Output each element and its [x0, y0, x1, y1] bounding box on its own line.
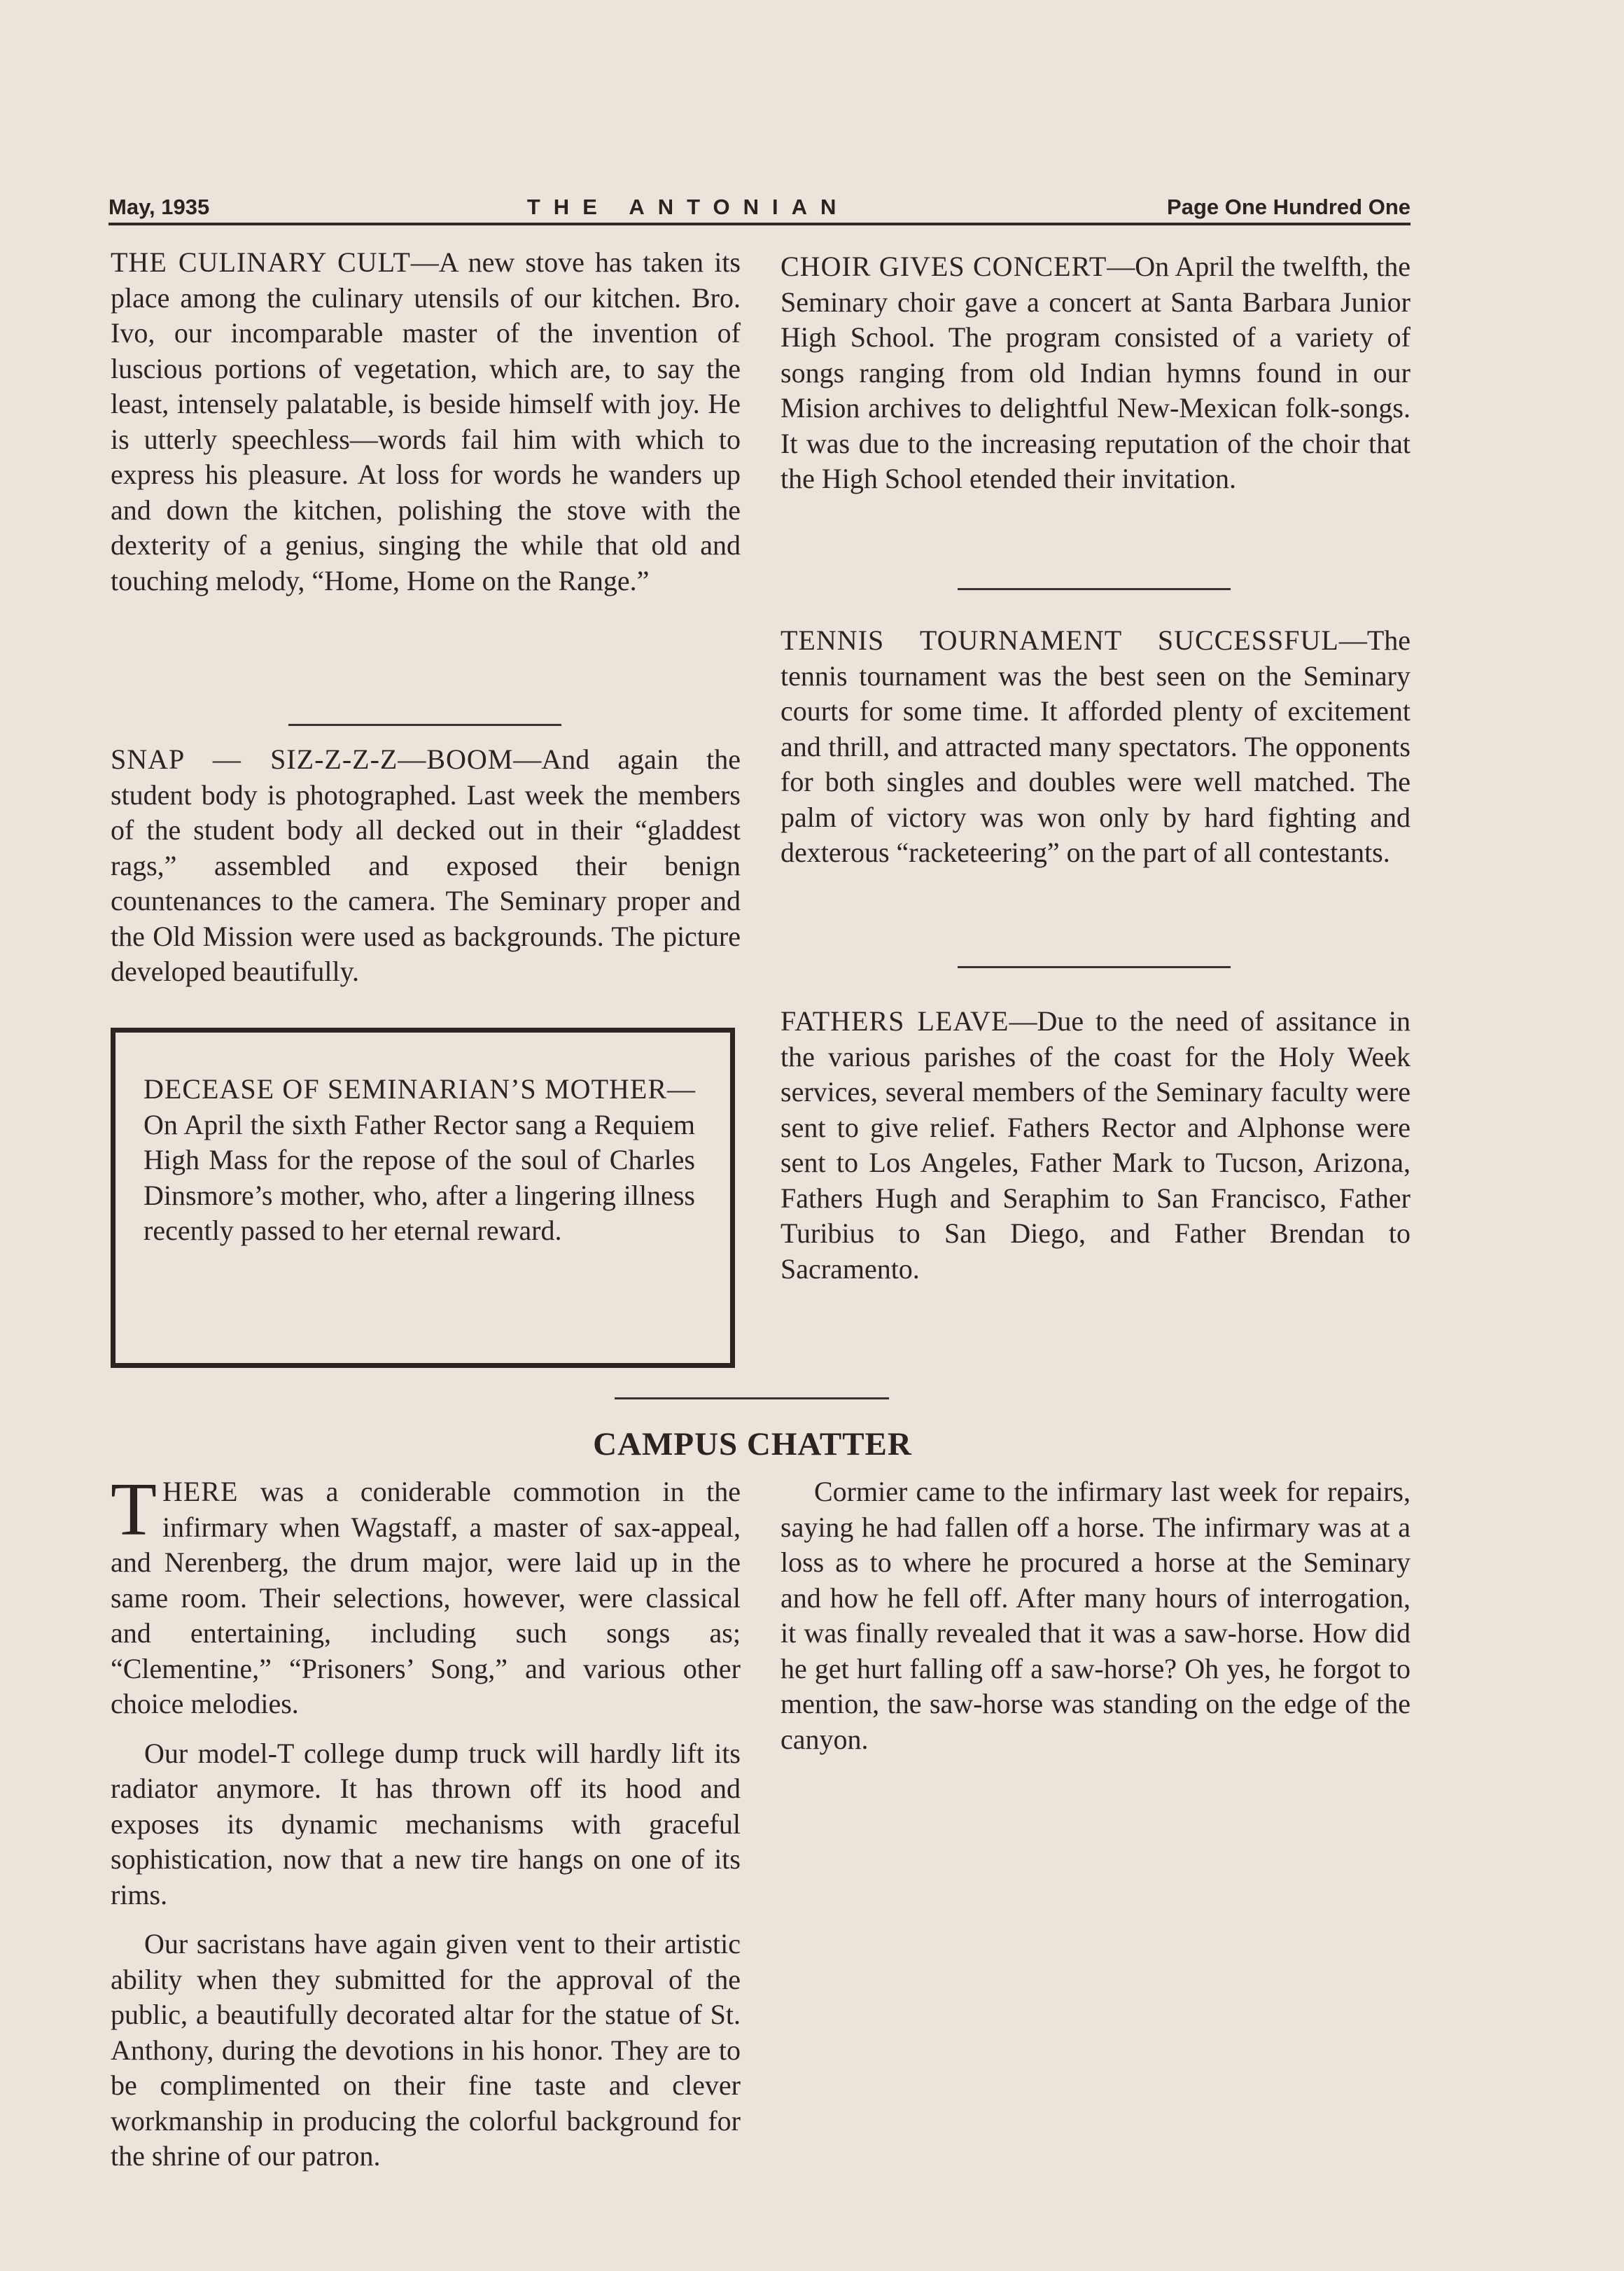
article-fathers-leave [780, 1004, 1410, 1287]
article-body: —A new stove has taken its place among the culinary utensils of our kitchen. Bro. Ivo, our incomparable master of the invention of luscious portions of vegetation, which are, to say the least, intensely palatable, is beside himself with joy. He is utterly speechless—words fail him with which to express his pleasure. At loss for words he wanders up and down the kitchen, polishing the stove with the dexterity of a genius, singing the while that old and touching melody, “Home, Home on the Range.” [111, 246, 741, 596]
chatter-left-column [111, 1468, 741, 2174]
article-body: —On April the sixth Father Rector sang a Requiem High Mass for the repose of the soul of Charles Dinsmore’s mother, who, after a lingering illness recently passed to her eternal reward. [144, 1073, 695, 1246]
chatter-paragraph: Cormier came to the infirmary last week for repairs, saying he had fallen off a horse. The infirmary was at a loss as to where he procured a horse at the Seminary and how he fell off. After many hours of interrogation, it was finally revealed that it was a saw-horse. How did he get hurt falling off a saw-horse? Oh yes, he forgot to mention, the saw-horse was standing on the edge of the canyon. [780, 1476, 1410, 1755]
section-title: CAMPUS CHATTER [593, 1426, 912, 1462]
chatter-paragraph: was a coniderable commotion in the infirmary when Wagstaff, a master of sax-appeal, and Nerenberg, the drum major, were laid up in the same room. Their selections, however, were classical and entertaining, including such songs as; “Clementine,” “Prisoners’ Song,” and various other choice melodies. [111, 1476, 741, 1719]
section-rule [615, 1397, 889, 1399]
chatter-opening-words: HERE [162, 1476, 239, 1507]
article-body: —Due to the need of assitance in the various parishes of the coast for the Holy Week services, several members of the Seminary faculty were sent to give relief. Fathers Rector and Alphonse were sent to Los Angeles, Father Mark to Tucson, Arizona, Fathers Hugh and Seraphim to San Francisco, Father Turibius to San Diego, and Father Brendan to Sacramento. [780, 1005, 1411, 1285]
header-rule [108, 223, 1410, 225]
article-heading: DECEASE OF SEMINARIAN’S MOTHER [144, 1073, 667, 1105]
article-body: —On April the twelfth, the Seminary choir gave a concert at Santa Barbara Junior High School. The program consisted of a variety of songs ranging from old Indian hymns found in our Mision archives to delightful New-Mexican folk-songs. It was due to the increasing reputation of the choir that the High School etended their invitation. [780, 251, 1410, 494]
article-heading: THE CULINARY CULT [111, 246, 411, 278]
chatter-right-column [780, 1474, 1410, 1771]
magazine-title: THE ANTONIAN [526, 195, 850, 219]
article-separator [958, 966, 1231, 968]
article-body: —And again the student body is photographed. Last week the members of the student body all decked out in their “gladdest rags,” assembled and exposed their benign countenances to the camera. The Seminary proper and the Old Mission were used as backgrounds. The picture developed beautifully. [111, 743, 741, 987]
article-body: —The tennis tournament was the best seen on the Seminary courts for some time. It afforded plenty of excitement and thrill, and attracted many spectators. The opponents for both singles and doubles were well matched. The palm of victory was won only by hard fighting and dexterous “racketeering” on the part of all contestants. [780, 624, 1410, 868]
running-header [108, 195, 1410, 220]
chatter-paragraph: Our sacristans have again given vent to their artistic ability when they submitted for the approval of the public, a beautifully decorated altar for the statue of St. Anthony, during the devotions in his honor. They are to be complimented on their fine taste and clever workmanship in producing the colorful background for the shrine of our patron. [111, 1928, 741, 2172]
article-tennis-tournament [780, 623, 1410, 871]
article-heading: TENNIS TOURNAMENT SUCCESSFUL [780, 624, 1339, 656]
article-snap [111, 742, 741, 990]
article-choir-concert [780, 249, 1410, 497]
chatter-paragraph: Our model-T college dump truck will hardly lift its radiator anymore. It has thrown off its hood and exposes its dynamic mechanisms with graceful sophistication, now that a new tire hangs on one of its rims. [111, 1737, 741, 1910]
page-number: Page One Hundred One [1167, 195, 1410, 219]
boxed-notice [111, 1028, 735, 1368]
issue-date: May, 1935 [108, 195, 210, 219]
article-heading: SNAP — SIZ-Z-Z-Z—BOOM [111, 743, 514, 775]
article-heading: CHOIR GIVES CONCERT [780, 251, 1107, 282]
article-separator [288, 724, 561, 726]
article-culinary-cult [111, 245, 741, 599]
article-separator [958, 588, 1231, 590]
article-heading: FATHERS LEAVE [780, 1005, 1009, 1037]
drop-cap: T [111, 1468, 157, 1551]
